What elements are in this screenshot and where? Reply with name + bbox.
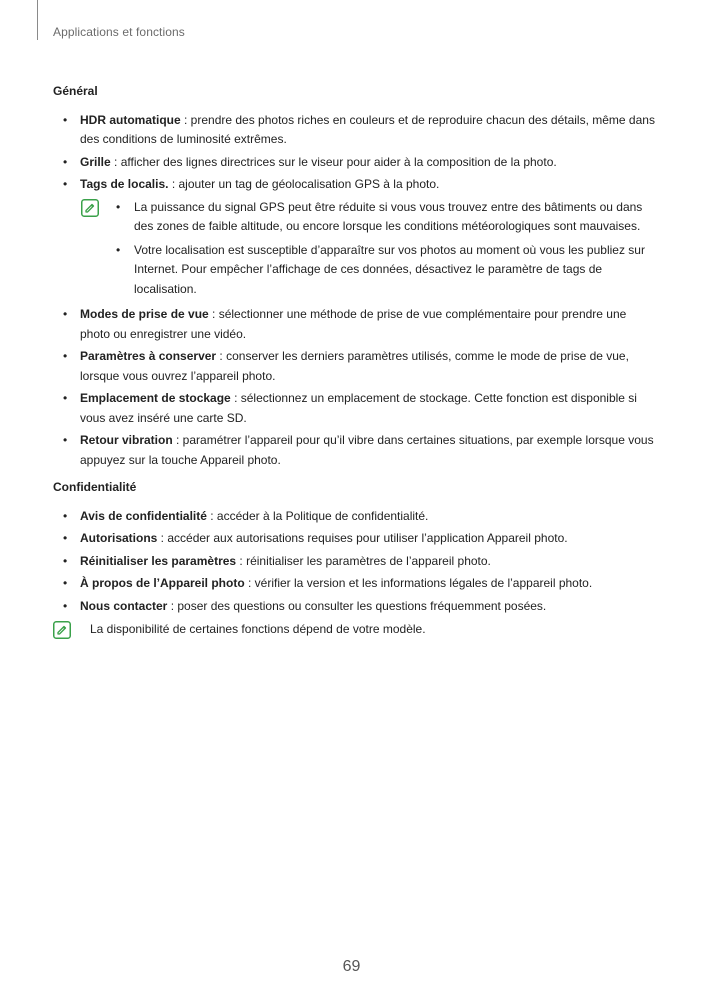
- bullet: •: [63, 112, 68, 127]
- bullet: •: [63, 349, 68, 363]
- item-description: : conserver les derniers paramètres utilisés, comme le mode de prise de vue, lorsque vous ouvrez l’appareil photo.: [80, 349, 629, 383]
- bullet: •: [63, 154, 68, 169]
- list-item: [53, 347, 658, 386]
- note-text: Votre localisation est susceptible d’apparaître sur vos photos au moment où vous les publiez sur Internet. Pour empêcher l’affichage de ces données, désactivez le paramètre de tags de localisation.: [134, 242, 645, 296]
- list-item: [53, 507, 658, 527]
- bullet: •: [63, 553, 68, 568]
- header-title: Applications et fonctions: [53, 25, 185, 39]
- note-icon: [81, 199, 99, 217]
- section-title-privacy: Confidentialité: [53, 480, 137, 494]
- page-content: [53, 82, 658, 646]
- gps-note: [53, 198, 658, 300]
- note-icon: [53, 621, 71, 639]
- note-item: [107, 241, 658, 300]
- list-item: [53, 529, 658, 549]
- privacy-settings-list: [53, 507, 658, 617]
- item-term: Modes de prise de vue: [80, 307, 209, 321]
- item-description: : afficher des lignes directrices sur le viseur pour aider à la composition de la photo.: [110, 154, 557, 169]
- bullet: •: [63, 391, 68, 405]
- note-item: [107, 198, 658, 237]
- item-term: Retour vibration: [80, 433, 173, 447]
- item-term: Avis de confidentialité: [80, 508, 207, 523]
- item-description: : poser des questions ou consulter les questions fréquemment posées.: [167, 598, 547, 613]
- item-term: À propos de l’Appareil photo: [80, 576, 245, 590]
- bullet: •: [63, 307, 68, 321]
- item-description: : paramétrer l’appareil pour qu’il vibre dans certaines situations, par exemple lorsque vous appuyez sur la touche Appareil photo.: [80, 433, 654, 467]
- item-description: : prendre des photos riches en couleurs et de reproduire chacun des détails, même dans des conditions de luminosité extrêmes.: [80, 112, 655, 146]
- item-term: Grille: [80, 154, 111, 169]
- bullet: •: [63, 177, 68, 191]
- list-item: [53, 175, 658, 195]
- list-item: [53, 389, 658, 428]
- general-settings-list-continued: [53, 305, 658, 470]
- item-term: Nous contacter: [80, 598, 168, 613]
- item-description: : accéder aux autorisations requises pour utiliser l’application Appareil photo.: [157, 531, 568, 545]
- item-description: : sélectionnez un emplacement de stockage. Cette fonction est disponible si vous avez inséré une carte SD.: [80, 391, 637, 425]
- note-text: La disponibilité de certaines fonctions dépend de votre modèle.: [90, 622, 426, 636]
- list-item: [53, 574, 658, 594]
- item-description: : vérifier la version et les informations légales de l’appareil photo.: [244, 576, 593, 590]
- list-item: [53, 597, 658, 617]
- header-rule: [37, 0, 38, 40]
- item-term: HDR automatique: [80, 112, 181, 127]
- page-number: 69: [342, 958, 361, 975]
- section-title-general: Général: [53, 84, 98, 98]
- availability-note: [53, 620, 658, 640]
- item-term: Autorisations: [80, 531, 158, 545]
- item-description: : réinitialiser les paramètres de l’appareil photo.: [236, 553, 491, 568]
- list-item: [53, 552, 658, 572]
- item-description: : ajouter un tag de géolocalisation GPS à la photo.: [168, 177, 440, 191]
- list-item: [53, 431, 658, 470]
- item-term: Emplacement de stockage: [80, 391, 231, 405]
- item-description: : sélectionner une méthode de prise de vue complémentaire pour prendre une photo ou enregistrer une vidéo.: [80, 307, 627, 341]
- list-item: [53, 111, 658, 150]
- bullet: •: [63, 598, 68, 613]
- list-item: [53, 305, 658, 344]
- item-term: Réinitialiser les paramètres: [80, 553, 237, 568]
- bullet: •: [63, 531, 68, 545]
- note-text: La puissance du signal GPS peut être réduite si vous vous trouvez entre des bâtiments ou dans des zones de faible altitude, ou encore lorsque les conditions météorologiques sont mauvaises.: [134, 199, 643, 233]
- bullet: •: [116, 242, 121, 257]
- item-term: Tags de localis.: [80, 177, 169, 191]
- bullet: •: [63, 508, 68, 523]
- general-settings-list: [53, 111, 658, 195]
- list-item: [53, 153, 658, 173]
- item-description: : accéder à la Politique de confidentialité.: [206, 508, 429, 523]
- item-term: Paramètres à conserver: [80, 349, 217, 363]
- gps-note-list: [107, 198, 658, 300]
- bullet: •: [63, 433, 68, 447]
- bullet: •: [116, 199, 121, 214]
- bullet: •: [63, 576, 68, 590]
